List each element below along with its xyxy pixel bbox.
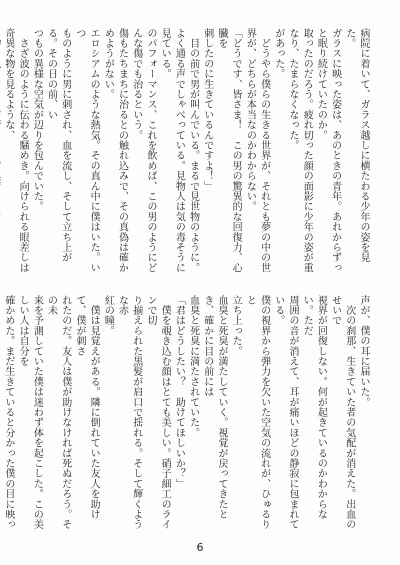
upper-text-block: 病院に着いて、ガラス越しに横たわる少年の姿を見た。 ガラスに映った姿は、あのときの青年。あれからずっと眠り続けていたのか。 取ったのだろう。疲れ切った顔の面影に少年の姿が重なり、たまらなくなった。 があった。 どうやら僕らの生きる世界が、それとも夢の中の世界が、どちらが本当なのかわからない。 「どうです、皆さま！ この男の驚異的な回復力、心臓を 刺したのに生きているんですよ！」 目の前で男が叫んでいる。まるで見世物のように。 よく通る声でしゃべっている。見物人は気の毒そうに見ている。 のパフォーマンス、これを飲めば、この男のようにどんな傷でも治るという。 傷もたちまちに治るとの触れ込みで、その真偽は確かめようがない。 エロシアムのような熱気。その真ん中に僕はいた。いつ ものように男に刺され、血を流し、そして立ち上がる。その日の前、い つもの異様な空気が辺りを包んでいた。 さざ波のように伝わる騒めき。向けられる眼差しは奇異な物を見るような、 — [2, 28, 369, 273]
lower-text-block: 声が、僕の耳に届いた。 次の刹那、生きていた者の気配が消えた。出血のせいで 視界が回復しない。何が起きているのかわからない。ただ 周囲の音が消えて、耳が痛いほどの静寂に包まれている。 僕の視界から弾力を欠いた空気の流れが、ひゅるりと 立ち上った。 血臭と死臭が満たしていく。視覚が戻ってきたとき、確かに目の前には 血臭と死臭に満たされていた。 「君はどうしたい？ 助けてほしいか？」 僕を覗き込む顔はとても美しい。硝子細工のラインで切 り揃えられた黒髪が肩口で揺れる。そして輝くような赤 紅の瞳。 僕は見覚えがある。隣に倒れていた友人を助けて、僕が刺さ れたのだ。友人は僕が助けなければ死ぬだろう。その未 来を予測していた僕は迷わず体を起こした。この美しい人は自分を 確かめた。まだ生きていると分かった僕の目に映っ — [2, 295, 369, 530]
page-number: 6 — [196, 541, 204, 554]
